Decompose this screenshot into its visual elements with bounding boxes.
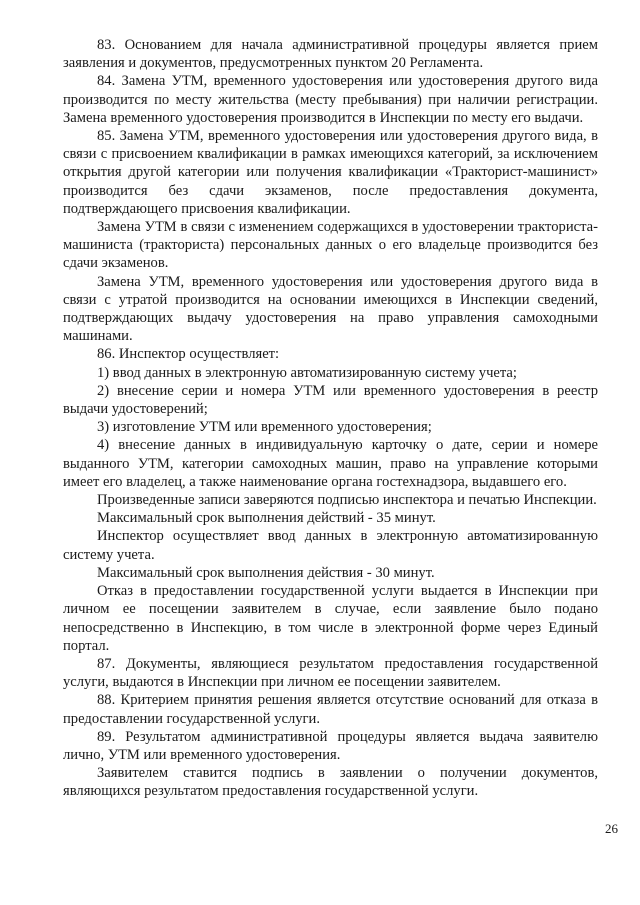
paragraph-signature: Заявителем ставится подпись в заявлении о получении документов, являющихся результатом предоставления государственной услуги. <box>63 765 598 800</box>
list-item-4: 4) внесение данных в индивидуальную карточку о дате, серии и номере выданного УТМ, категории самоходных машин, право на управление которыми имеет его владелец, а также наименование органа гостехнадзора, выдавшего его. <box>63 437 598 490</box>
paragraph-time-30: Максимальный срок выполнения действия - 30 минут. <box>97 564 435 581</box>
paragraph-data-entry: Инспектор осуществляет ввод данных в электронную автоматизированную систему учета. <box>63 528 598 563</box>
paragraph-87: 87. Документы, являющиеся результатом предоставления государственной услуги, выдаются в Инспекции при личном ее посещении заявителем. <box>63 655 598 691</box>
paragraph-84: 84. Замена УТМ, временного удостоверения или удостоверения другого вида производится по месту жительства (месту пребывания) при наличии регистрации. Замена временного удостоверения производится в Инспекции по месту его выдачи. <box>63 73 598 126</box>
paragraph-88: 88. Критерием принятия решения является отсутствие оснований для отказа в предоставлении государственной услуги. <box>63 692 598 727</box>
page-number: 26 <box>605 821 618 836</box>
list-item-1: 1) ввод данных в электронную автоматизированную систему учета; <box>97 364 517 381</box>
paragraph-86: 86. Инспектор осуществляет: <box>97 346 280 363</box>
paragraph-85: 85. Замена УТМ, временного удостоверения или удостоверения другого вида, в связи с присвоением квалификации в рамках имеющихся категорий, за исключением открытия другой категории или получения квалификации «Тракторист-машинист» производится без сдачи экзаменов, после предоставления документа, подтверждающего присвоения квалификации. <box>63 128 598 217</box>
paragraph-records: Произведенные записи заверяются подписью инспектора и печатью Инспекции. <box>97 492 597 509</box>
paragraph-85-personal-data: Замена УТМ в связи с изменением содержащихся в удостоверении тракториста-машиниста (тракториста) персональных данных о его владельце производится без сдачи экзаменов. <box>63 219 598 272</box>
paragraph-refusal: Отказ в предоставлении государственной услуги выдается в Инспекции при личном ее посещении заявителем в случае, если заявление было подано непосредственно в Инспекцию, в том числе в электронной форме через Единый портал. <box>63 583 598 654</box>
list-item-2: 2) внесение серии и номера УТМ или временного удостоверения в реестр выдачи удостоверений; <box>63 382 598 418</box>
paragraph-time-35: Максимальный срок выполнения действий - 35 минут. <box>97 510 436 527</box>
document-body <box>63 36 598 801</box>
paragraph-85-loss: Замена УТМ, временного удостоверения или удостоверения другого вида в связи с утратой производится на основании имеющихся в Инспекции сведений, подтверждающих выдачу удостоверения на право управления самоходными машинами. <box>63 273 598 345</box>
list-item-3: 3) изготовление УТМ или временного удостоверения; <box>97 419 432 436</box>
paragraph-89: 89. Результатом административной процедуры является выдача заявителю лично, УТМ или временного удостоверения. <box>63 728 598 763</box>
paragraph-83: 83. Основанием для начала административной процедуры является прием заявления и документов, предусмотренных пунктом 20 Регламента. <box>63 37 598 72</box>
